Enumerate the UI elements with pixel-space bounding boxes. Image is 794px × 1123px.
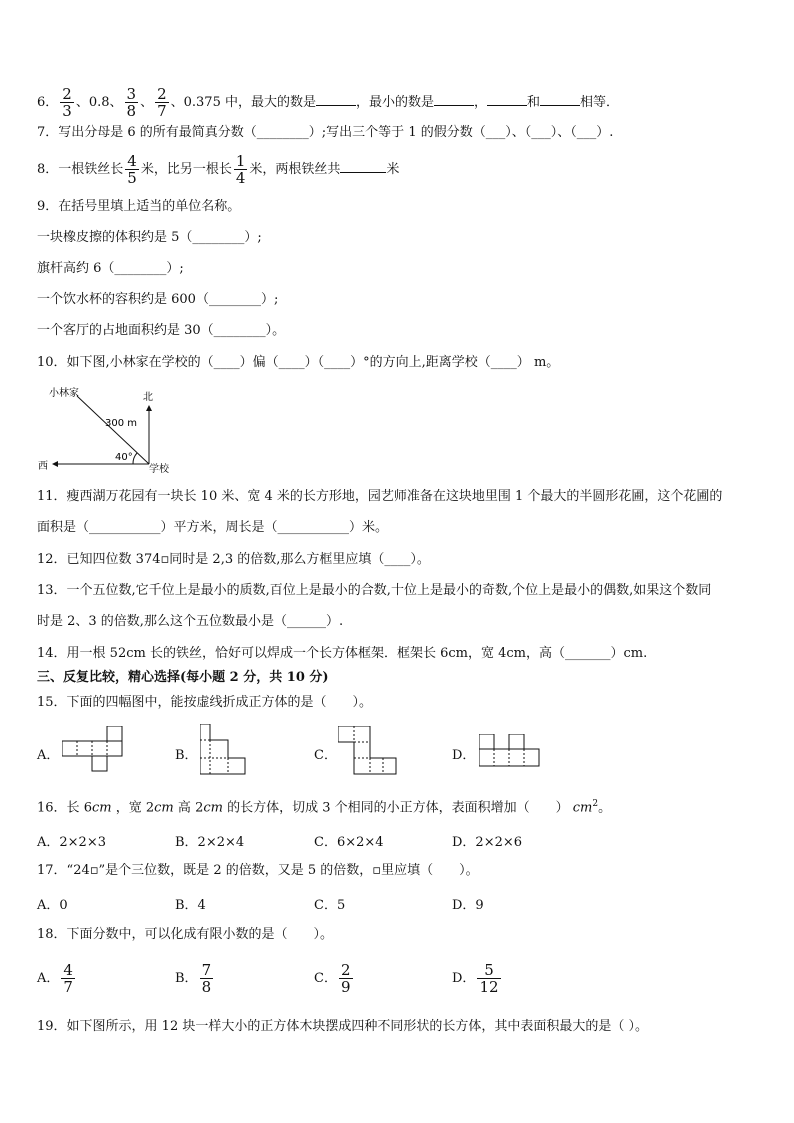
angle-label: 40° (115, 452, 133, 463)
question-13-line-2: 时是 2、3 的倍数,那么这个五位数最小是（______）. (37, 614, 344, 629)
answer-blank[interactable] (487, 93, 527, 106)
option-a[interactable]: A．0 (37, 898, 68, 913)
option-b[interactable]: B． $\frac{7}{8}$ (175, 961, 212, 996)
fraction: $\frac{2}{9}$ (340, 961, 351, 996)
option-b[interactable]: B．4 (175, 898, 206, 913)
question-10: 10．如下图,小林家在学校的（____）偏（____）（____）°的方向上,距离学校（____） m。 (37, 355, 560, 370)
option-c[interactable]: C． $\frac{2}{9}$ (314, 961, 351, 996)
west-label: 西 (38, 461, 48, 472)
option-a[interactable]: A． (37, 748, 60, 763)
fraction: $\frac{2}{3}$ (62, 85, 72, 120)
option-c[interactable]: C．5 (314, 898, 346, 913)
question-17: 17．“24▫”是个三位数，既是 2 的倍数，又是 5 的倍数，▫里应填（ ）。 (37, 863, 479, 878)
net-d[interactable] (479, 734, 543, 770)
question-9: 9．在括号里填上适当的单位名称。 (37, 199, 241, 214)
option-d[interactable]: D． $\frac{5}{12}$ (452, 961, 499, 996)
question-9-a: 一块橡皮擦的体积约是 5（________）; (37, 230, 262, 245)
question-14: 14．用一根 52cm 长的铁丝，恰好可以焊成一个长方体框架．框架长 6cm，宽 4cm，高（_______）cm. (37, 646, 648, 661)
question-12: 12．已知四位数 374▫同时是 2,3 的倍数,那么方框里应填（____）。 (37, 552, 430, 567)
direction-diagram (37, 382, 187, 474)
fraction: $\frac{4}{5}$ (127, 152, 137, 187)
option-a[interactable]: A． $\frac{4}{7}$ (37, 961, 73, 996)
option-d[interactable]: D．2×2×6 (452, 835, 523, 850)
option-b[interactable]: B．2×2×4 (175, 835, 245, 850)
question-15: 15．下面的四幅图中，能按虚线折成正方体的是（ ）。 (37, 695, 373, 710)
home-line (77, 396, 149, 464)
fraction: $\frac{1}{4}$ (235, 152, 246, 187)
fraction: $\frac{4}{7}$ (63, 961, 73, 996)
fraction: $\frac{2}{7}$ (157, 85, 167, 120)
net-c[interactable] (338, 726, 398, 776)
option-b[interactable]: B． (175, 748, 198, 763)
answer-blank[interactable] (316, 93, 356, 106)
option-a[interactable]: A．2×2×3 (37, 835, 106, 850)
fraction: $\frac{7}{8}$ (201, 961, 212, 996)
question-8: 8．一根铁丝长 $\frac{4}{5}$ 米，比另一根长 $\frac{1}{4}$ 米，两根铁丝共 米 (37, 152, 400, 187)
question-9-b: 旗杆高约 6（________）; (37, 261, 184, 276)
question-19: 19．如下图所示，用 12 块一样大小的正方体木块摆成四种不同形状的长方体，其中表面积最大的是（ ）。 (37, 1019, 648, 1034)
home-label: 小林家 (49, 388, 79, 399)
answer-blank[interactable] (540, 93, 580, 106)
option-d[interactable]: D．9 (452, 898, 484, 913)
fraction: $\frac{5}{12}$ (479, 961, 499, 996)
question-16: 16．长 6cm ，宽 2cm 高 2cm 的长方体，切成 3 个相同的小正方体，表面积增加（ ） $cm^2$。 (37, 799, 612, 816)
question-11-line-1: 11．瘦西湖万花园有一块长 10 米、宽 4 米的长方形地，园艺师准备在这块地里围 1 个最大的半圆形花圃，这个花圃的 (37, 489, 723, 504)
question-13-line-1: 13．一个五位数,它千位上是最小的质数,百位上是最小的合数,十位上是最小的奇数,个位上是最小的偶数,如果这个数同 (37, 583, 712, 598)
net-b[interactable] (200, 724, 248, 776)
net-a[interactable] (62, 726, 124, 774)
angle-arc (133, 453, 137, 464)
option-d[interactable]: D． (452, 748, 476, 763)
question-11-line-2: 面积是（___________）平方米，周长是（___________）米。 (37, 520, 389, 535)
school-label: 学校 (149, 464, 169, 474)
question-9-d: 一个客厅的占地面积约是 30（________）。 (37, 323, 286, 338)
question-18: 18．下面分数中，可以化成有限小数的是（ ）。 (37, 927, 334, 942)
section-3-title: 三、反复比较，精心选择(每小题 2 分，共 10 分) (37, 670, 329, 685)
option-c[interactable]: C．6×2×4 (314, 835, 384, 850)
question-7: 7．写出分母是 6 的所有最简真分数（________）;写出三个等于 1 的假分数（___）、（___）、（___）. (37, 125, 614, 140)
fraction: $\frac{3}{8}$ (126, 85, 137, 120)
question-6: 6． $\frac{2}{3}$ 、0.8、 $\frac{3}{8}$ 、 $\frac{2}{7}$ 、0.375 中，最大的数是 ，最小的数是 ， 和 相等． (37, 85, 620, 120)
answer-blank[interactable] (340, 160, 386, 173)
question-9-c: 一个饮水杯的容积约是 600（________）; (37, 292, 279, 307)
north-label: 北 (143, 392, 153, 403)
option-c[interactable]: C． (314, 748, 337, 763)
distance-label: 300 m (105, 418, 138, 429)
answer-blank[interactable] (434, 93, 474, 106)
